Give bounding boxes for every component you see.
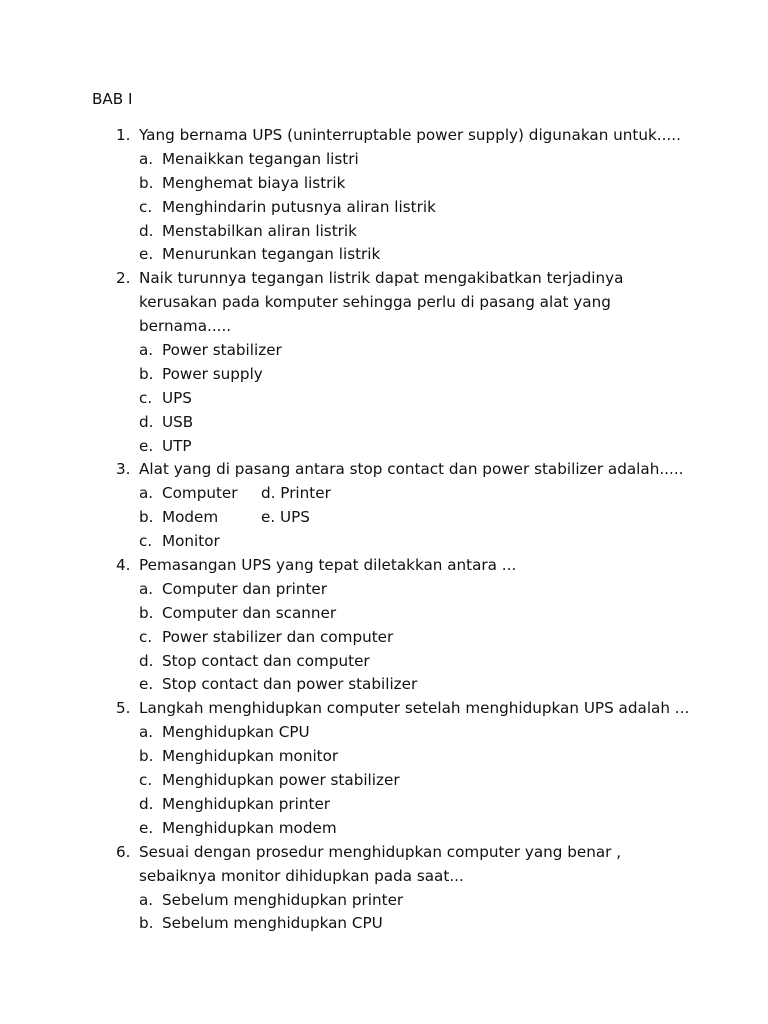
- option-text: Menghemat biaya listrik: [162, 173, 346, 192]
- option-text: UPS: [162, 388, 192, 407]
- question-line: [0, 267, 768, 291]
- option-item: [0, 721, 768, 745]
- option-letter: d.: [261, 484, 276, 503]
- question-text: bernama.....: [139, 317, 232, 336]
- question-line: [0, 458, 768, 482]
- question-number: 4.: [116, 556, 131, 575]
- option-text: Menghidupkan modem: [162, 818, 337, 837]
- question-text: Sesuai dengan prosedur menghidupkan computer yang benar ,: [139, 842, 622, 861]
- option-item: [0, 196, 768, 220]
- option-text: Computer: [162, 484, 238, 503]
- question-text: kerusakan pada komputer sehingga perlu di pasang alat yang: [139, 293, 611, 312]
- option-letter: c.: [139, 388, 153, 407]
- chapter-heading: BAB I: [92, 90, 133, 108]
- option-letter: a.: [139, 890, 154, 909]
- question-line: [0, 124, 768, 148]
- option-text: Menstabilkan aliran listrik: [162, 221, 357, 240]
- option-text: Menghidupkan power stabilizer: [162, 771, 400, 790]
- option-item: [0, 578, 768, 602]
- option-letter: c.: [139, 197, 153, 216]
- option-item: [0, 220, 768, 244]
- option-text: Modem: [162, 508, 219, 527]
- option-letter: b.: [139, 364, 154, 383]
- question-number: 2.: [116, 269, 131, 288]
- option-item: [0, 912, 768, 936]
- option-letter: e.: [261, 508, 276, 527]
- option-item: [0, 745, 768, 769]
- option-text: Power supply: [162, 364, 263, 383]
- option-text: USB: [162, 412, 194, 431]
- option-row: [0, 530, 768, 554]
- question-line: [0, 697, 768, 721]
- option-row: [0, 506, 768, 530]
- option-text: Menurunkan tegangan listrik: [162, 245, 381, 264]
- option-text: Computer dan printer: [162, 579, 328, 598]
- option-letter: a.: [139, 723, 154, 742]
- question-line: [0, 865, 768, 889]
- option-letter: e.: [139, 436, 154, 455]
- question-text: Pemasangan UPS yang tepat diletakkan antara ...: [139, 556, 517, 575]
- option-item: [0, 889, 768, 913]
- option-text: Monitor: [162, 532, 220, 551]
- option-item: [0, 172, 768, 196]
- option-item: [0, 339, 768, 363]
- option-item: [0, 673, 768, 697]
- option-item: [0, 435, 768, 459]
- option-item: [0, 411, 768, 435]
- question-line: [0, 841, 768, 865]
- option-text: Menaikkan tegangan listri: [162, 149, 359, 168]
- option-letter: c.: [139, 532, 153, 551]
- option-item: [0, 769, 768, 793]
- question-line: [0, 291, 768, 315]
- option-text: Sebelum menghidupkan printer: [162, 890, 404, 909]
- option-letter: d.: [139, 412, 154, 431]
- option-letter: d.: [139, 794, 154, 813]
- option-letter: d.: [139, 651, 154, 670]
- question-text: Alat yang di pasang antara stop contact dan power stabilizer adalah.....: [139, 460, 684, 479]
- option-text: Menghidupkan monitor: [162, 747, 339, 766]
- option-item: [0, 602, 768, 626]
- option-letter: a.: [139, 579, 154, 598]
- option-item: [0, 148, 768, 172]
- option-text: Sebelum menghidupkan CPU: [162, 914, 383, 933]
- question-line: [0, 315, 768, 339]
- question-text: sebaiknya monitor dihidupkan pada saat...: [139, 866, 464, 885]
- option-letter: a.: [139, 484, 154, 503]
- option-row: [0, 482, 768, 506]
- option-letter: b.: [139, 508, 154, 527]
- option-text: Computer dan scanner: [162, 603, 337, 622]
- option-letter: b.: [139, 747, 154, 766]
- option-item: [0, 793, 768, 817]
- option-item-right: [261, 482, 331, 506]
- option-letter: d.: [139, 221, 154, 240]
- option-item: [0, 626, 768, 650]
- question-text: Langkah menghidupkan computer setelah menghidupkan UPS adalah ...: [139, 699, 690, 718]
- question-list: [0, 124, 768, 936]
- question-number: 3.: [116, 460, 131, 479]
- option-text: Stop contact dan power stabilizer: [162, 675, 418, 694]
- option-letter: a.: [139, 149, 154, 168]
- question-number: 5.: [116, 699, 131, 718]
- option-item: [0, 817, 768, 841]
- option-letter: e.: [139, 675, 154, 694]
- option-text: Printer: [280, 484, 331, 503]
- option-text: UPS: [280, 508, 310, 527]
- option-text: Menghindarin putusnya aliran listrik: [162, 197, 436, 216]
- option-item: [0, 650, 768, 674]
- option-text: Power stabilizer dan computer: [162, 627, 394, 646]
- option-item-right: [261, 506, 310, 530]
- option-letter: b.: [139, 603, 154, 622]
- question-text: Naik turunnya tegangan listrik dapat mengakibatkan terjadinya: [139, 269, 624, 288]
- option-text: Stop contact dan computer: [162, 651, 370, 670]
- option-text: UTP: [162, 436, 192, 455]
- option-letter: e.: [139, 245, 154, 264]
- option-text: Menghidupkan CPU: [162, 723, 310, 742]
- option-letter: a.: [139, 341, 154, 360]
- option-item: [0, 387, 768, 411]
- option-letter: b.: [139, 173, 154, 192]
- question-number: 1.: [116, 126, 131, 144]
- question-text: Yang bernama UPS (uninterruptable power supply) digunakan untuk.....: [139, 126, 681, 144]
- option-text: Power stabilizer: [162, 341, 282, 360]
- option-item: [0, 243, 768, 267]
- option-text: Menghidupkan printer: [162, 794, 331, 813]
- option-item: [0, 363, 768, 387]
- option-letter: b.: [139, 914, 154, 933]
- option-letter: c.: [139, 771, 153, 790]
- question-line: [0, 554, 768, 578]
- option-letter: c.: [139, 627, 153, 646]
- question-number: 6.: [116, 842, 131, 861]
- option-letter: e.: [139, 818, 154, 837]
